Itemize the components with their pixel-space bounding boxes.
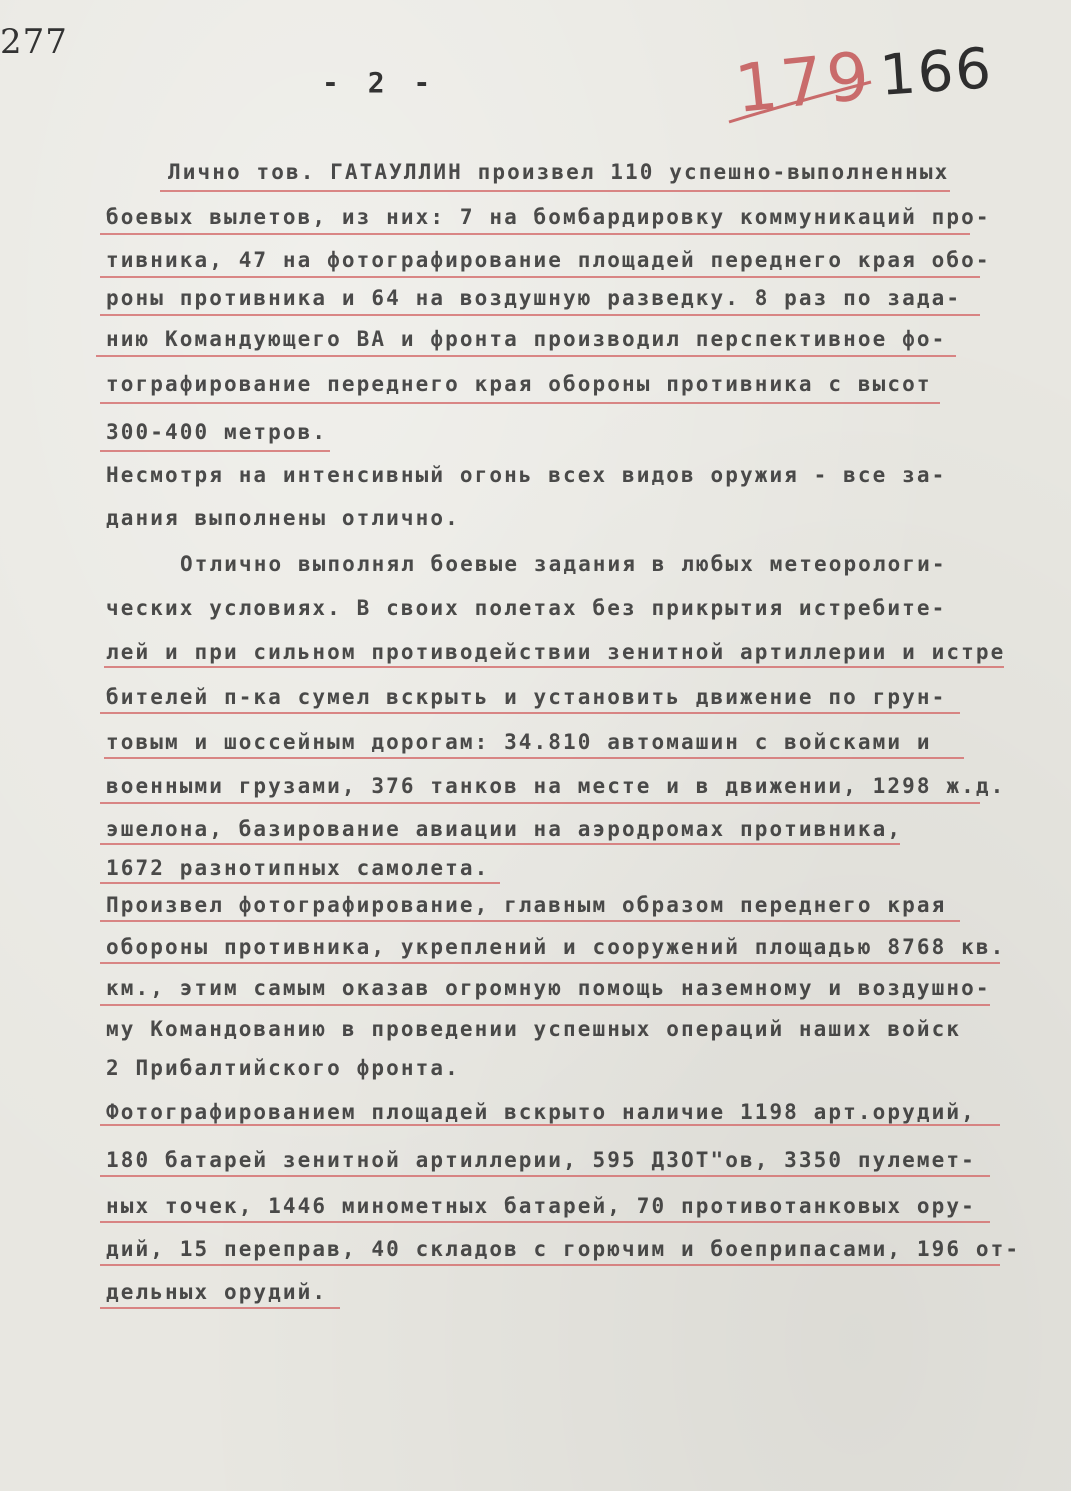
text-line: Произвел фотографирование, главным образом переднего края (106, 893, 947, 917)
red-underline (100, 843, 900, 845)
text-line: роны противника и 64 на воздушную разведку. 8 раз по зада- (106, 286, 962, 310)
red-underline (100, 233, 970, 235)
text-line: товым и шоссейным дорогам: 34.810 автомашин с войсками и (106, 730, 932, 754)
text-line: дий, 15 переправ, 40 складов с горючим и боеприпасами, 196 от- (106, 1237, 1021, 1261)
red-underline (100, 276, 980, 278)
text-line: дания выполнены отлично. (106, 506, 460, 530)
red-underline (100, 314, 980, 316)
red-underline (100, 1221, 990, 1223)
text-line: км., этим самым оказав огромную помощь наземному и воздушно- (106, 976, 991, 1000)
red-underline (104, 666, 1004, 668)
text-line: 180 батарей зенитной артиллерии, 595 ДЗОТ"ов, 3350 пулемет- (106, 1148, 976, 1172)
text-line: 2 Прибалтийского фронта. (106, 1056, 460, 1080)
red-underline (104, 757, 964, 759)
folio-number: 166 (877, 36, 996, 109)
red-underline (100, 1124, 1000, 1126)
text-line: тографирование переднего края обороны противника с высот (106, 372, 932, 396)
archive-number: 277 (0, 22, 68, 62)
red-underline (100, 712, 960, 714)
text-line: 1672 разнотипных самолета. (106, 856, 490, 880)
text-line: Отлично выполнял боевые задания в любых метеорологи- (180, 552, 947, 576)
red-underline (100, 1004, 990, 1006)
text-line: военными грузами, 376 танков на месте и в движении, 1298 ж.д. (106, 774, 1006, 798)
text-line: Фотографированием площадей вскрыто наличие 1198 арт.орудий, (106, 1100, 976, 1124)
red-underline (100, 962, 1000, 964)
red-underline (96, 355, 956, 357)
red-underline (100, 1264, 1000, 1266)
red-underline (100, 402, 940, 404)
text-line: бителей п-ка сумел вскрыть и установить движение по грун- (106, 685, 947, 709)
text-line: лей и при сильном противодействии зенитной артиллерии и истре (106, 640, 1006, 664)
text-line: ческих условиях. В своих полетах без прикрытия истребите- (106, 596, 947, 620)
red-underline (100, 802, 980, 804)
text-line: дельных орудий. (106, 1280, 328, 1304)
text-line: тивника, 47 на фотографирование площадей переднего края обо- (106, 248, 991, 272)
text-line: му Командованию в проведении успешных операций наших войск (106, 1017, 962, 1041)
text-line: ных точек, 1446 минометных батарей, 70 противотанковых ору- (106, 1194, 976, 1218)
red-underline (100, 882, 500, 884)
text-line: 300-400 метров. (106, 420, 328, 444)
text-line: Несмотря на интенсивный огонь всех видов оружия - все за- (106, 463, 947, 487)
red-underline (100, 1307, 340, 1309)
strike-through-mark (725, 78, 875, 128)
text-line: боевых вылетов, из них: 7 на бомбардировку коммуникаций про- (106, 205, 991, 229)
text-line: обороны противника, укреплений и сооружений площадью 8768 кв. (106, 935, 1006, 959)
red-underline (100, 1175, 990, 1177)
red-underline (100, 450, 330, 452)
page-number: - 2 - (322, 66, 437, 99)
text-line: нию Командующего ВА и фронта производил перспективное фо- (106, 327, 947, 351)
text-line: эшелона, базирование авиации на аэродромах противника, (106, 817, 903, 841)
crossed-folio-number: 179 (731, 36, 877, 129)
red-underline (160, 190, 950, 192)
red-underline (100, 920, 960, 922)
text-line: Лично тов. ГАТАУЛЛИН произвел 110 успешно-выполненных (168, 160, 950, 184)
